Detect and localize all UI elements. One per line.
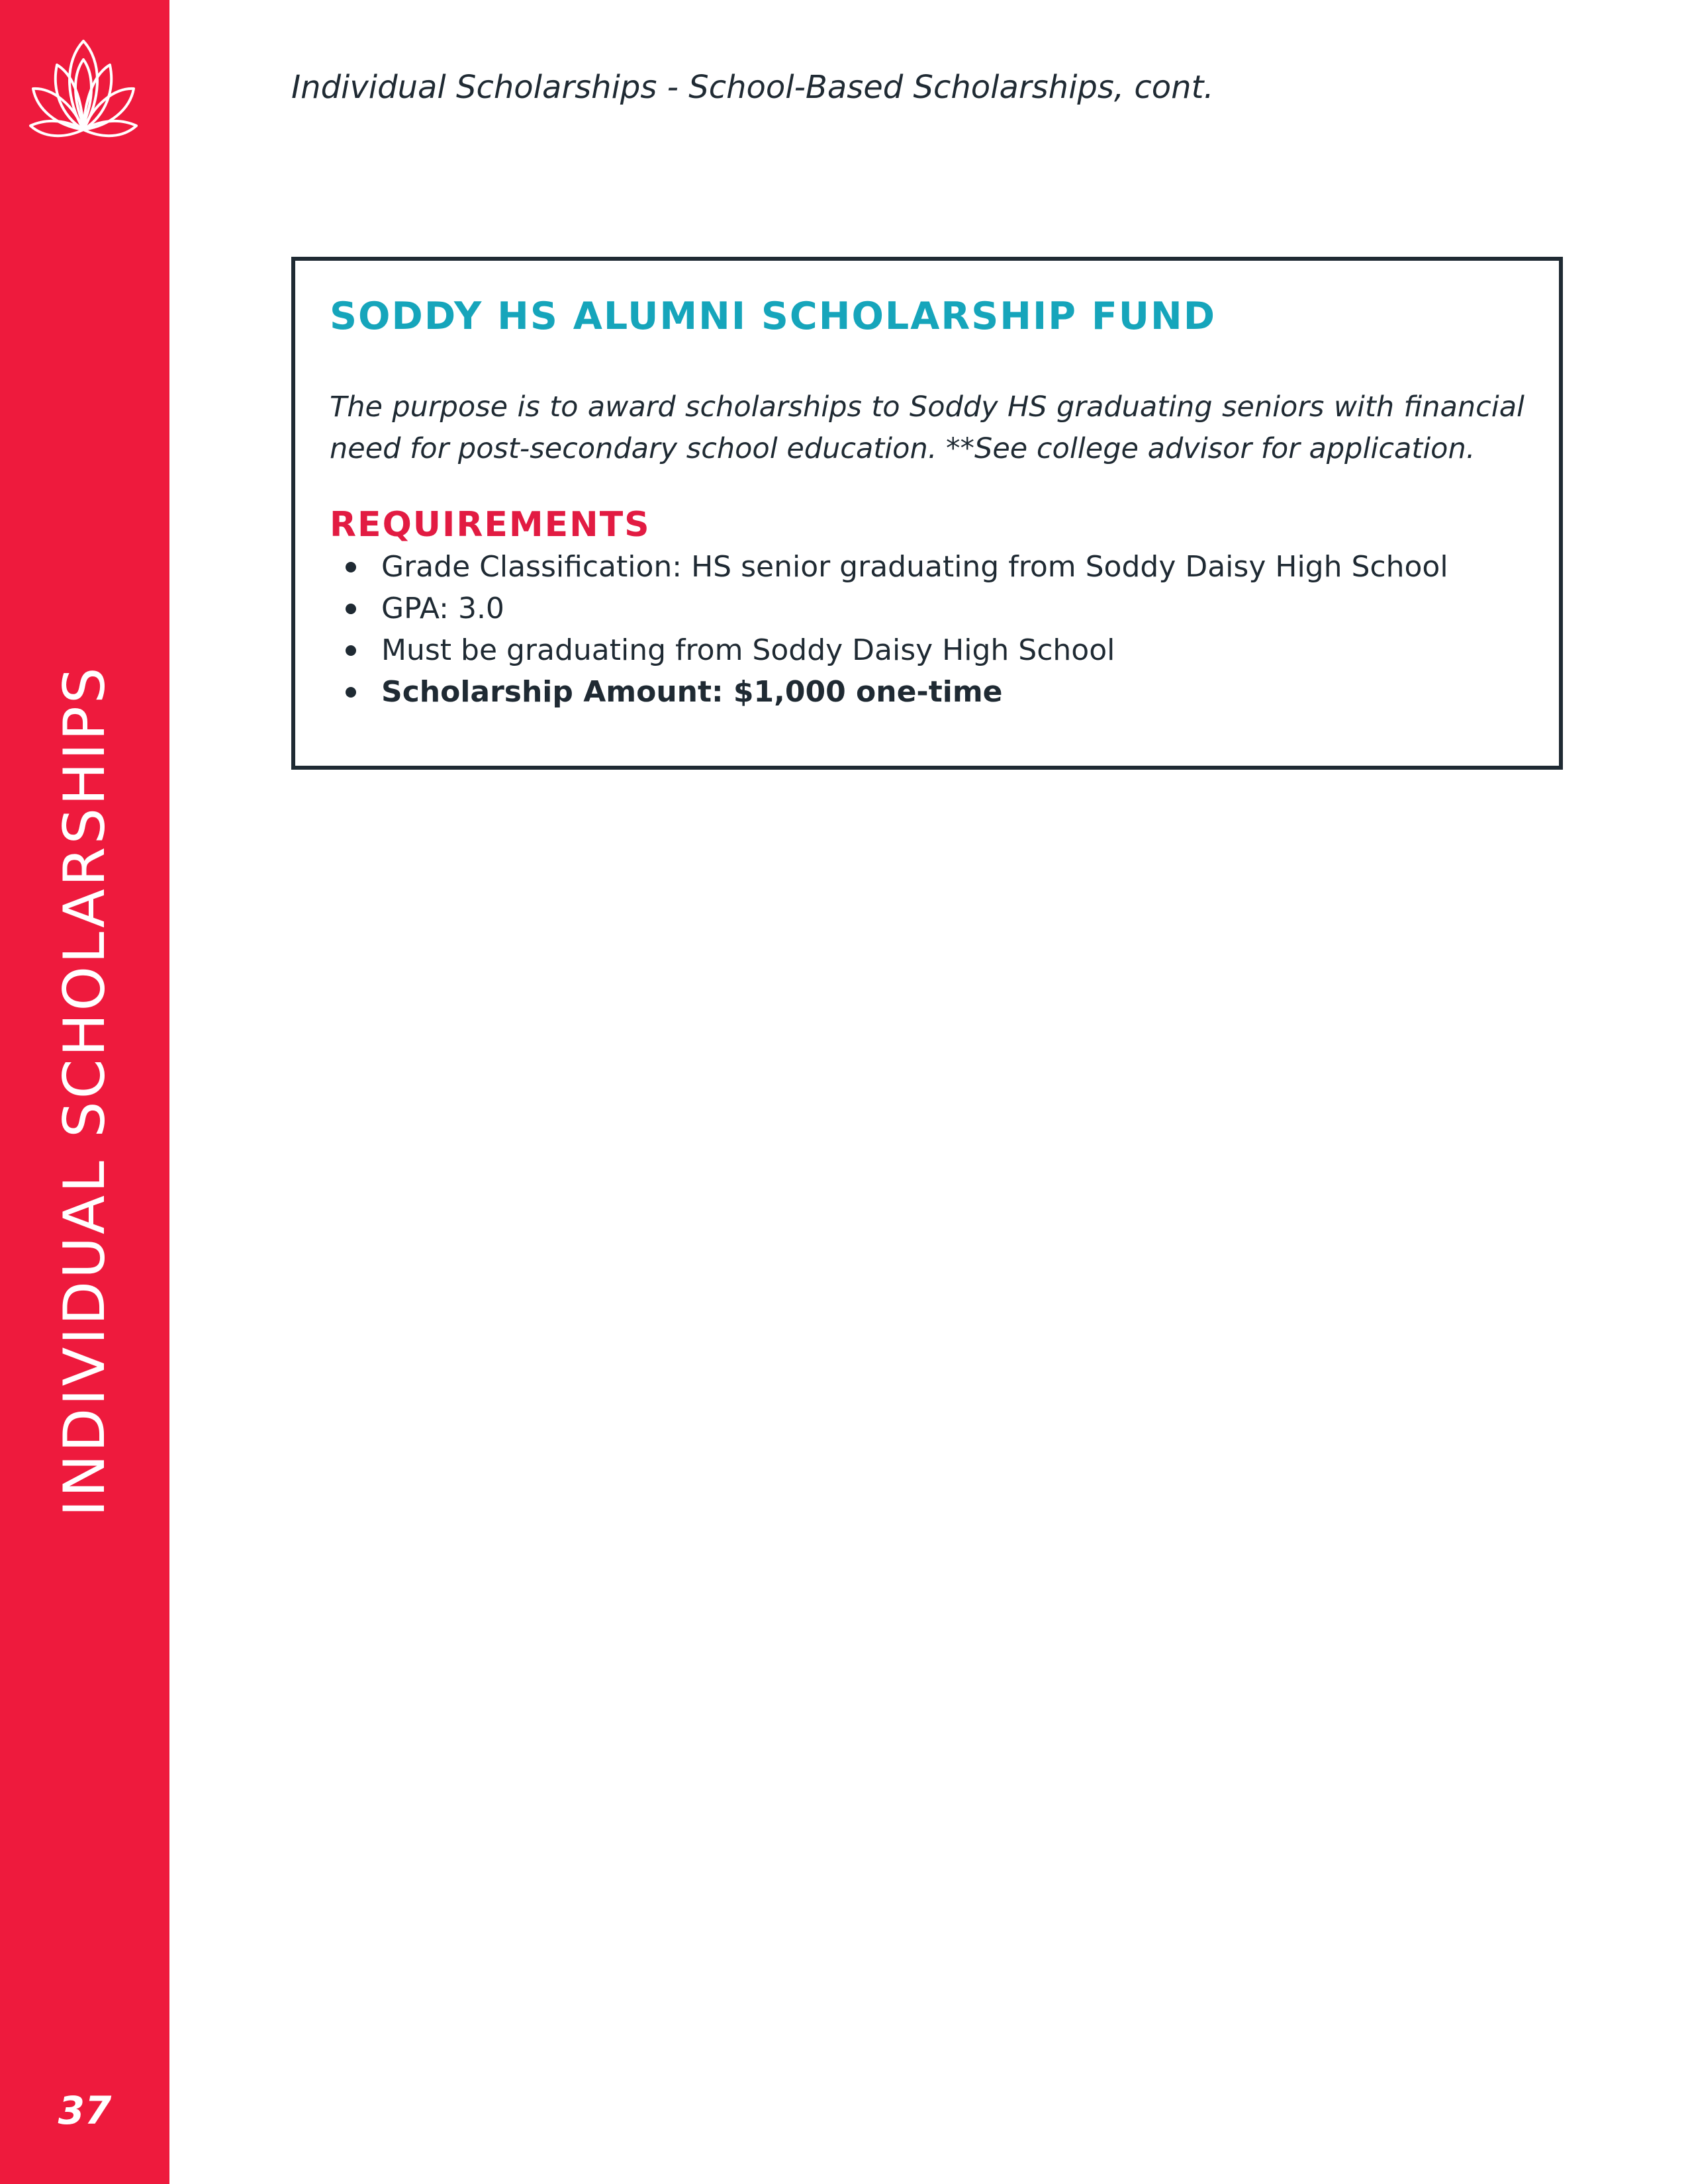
- requirements-heading: REQUIREMENTS: [330, 505, 651, 545]
- bullet-icon: [346, 562, 356, 572]
- lotus-flower-icon: [24, 33, 143, 146]
- running-header: Individual Scholarships - School-Based Scholarships, cont.: [291, 69, 1214, 106]
- scholarship-description: The purpose is to award scholarships to Soddy HS graduating seniors with financial need for post-secondary school education. **See college advisor for application.: [330, 390, 1524, 466]
- requirement-item: [330, 546, 1524, 588]
- requirement-item-amount: [330, 671, 1524, 713]
- requirement-item: [330, 588, 1524, 629]
- requirement-text: Grade Classification: HS senior graduating from Soddy Daisy High School: [381, 549, 1448, 584]
- requirement-text: GPA: 3.0: [381, 591, 504, 625]
- bullet-icon: [346, 604, 356, 614]
- page-number: 37: [58, 2088, 112, 2133]
- bullet-icon: [346, 687, 356, 698]
- requirement-item: [330, 629, 1524, 671]
- scholarship-amount: Scholarship Amount: $1,000 one-time: [381, 674, 1003, 709]
- requirement-text: Must be graduating from Soddy Daisy High School: [381, 633, 1115, 667]
- requirements-list: [330, 546, 1524, 713]
- sidebar-section-title: INDIVIDUAL SCHOLARSHIPS: [52, 664, 118, 1517]
- scholarship-card: [291, 257, 1563, 770]
- sidebar: [0, 0, 169, 2184]
- bullet-icon: [346, 645, 356, 656]
- scholarship-title: SODDY HS ALUMNI SCHOLARSHIP FUND: [330, 295, 1217, 338]
